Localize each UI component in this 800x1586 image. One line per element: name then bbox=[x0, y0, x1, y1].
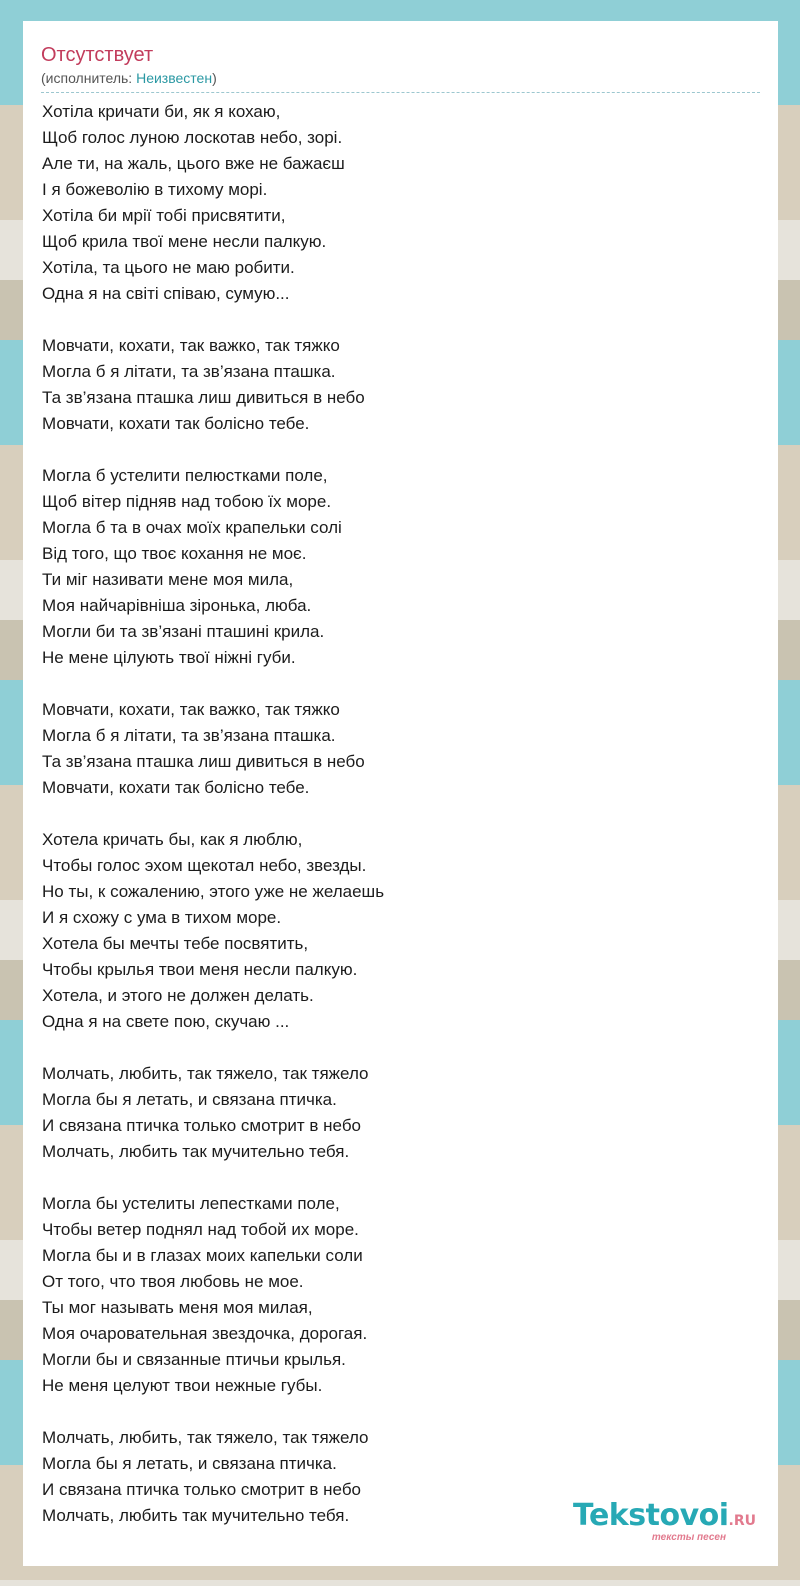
lyrics-line: Щоб голос луною лоскотав небо, зорі. bbox=[42, 128, 343, 147]
lyrics-line: Могла бы я летать, и связана птичка. bbox=[42, 1090, 337, 1109]
lyrics-stanza bbox=[42, 99, 760, 307]
lyrics-line: Не меня целуют твои нежные губы. bbox=[42, 1376, 323, 1395]
lyrics-line: Одна я на свете пою, скучаю ... bbox=[42, 1012, 290, 1031]
lyrics-line: От того, что твоя любовь не мое. bbox=[42, 1272, 304, 1291]
lyrics-line: Но ты, к сожалению, этого уже не желаешь bbox=[42, 882, 385, 901]
lyrics-line: Чтобы крылья твои меня несли палкую. bbox=[42, 960, 358, 979]
logo-tld: .RU bbox=[728, 1513, 756, 1529]
lyrics-line: Могли бы и связанные птичьи крылья. bbox=[42, 1350, 346, 1369]
lyrics-line: Хотела кричать бы, как я люблю, bbox=[42, 830, 303, 849]
lyrics-line: Молчать, любить, так тяжело, так тяжело bbox=[42, 1428, 369, 1447]
site-logo[interactable] bbox=[572, 1498, 756, 1543]
lyrics-line: Могла бы я летать, и связана птичка. bbox=[42, 1454, 337, 1473]
lyrics-line: Хотіла кричати би, як я кохаю, bbox=[42, 102, 281, 121]
lyrics-stanza bbox=[42, 697, 760, 801]
lyrics-line: Мовчати, кохати, так важко, так тяжко bbox=[42, 336, 340, 355]
lyrics-line: Мовчати, кохати так болісно тебе. bbox=[42, 414, 310, 433]
lyrics-stanza bbox=[42, 1061, 760, 1165]
logo-main-text: Tekstovoi bbox=[572, 1498, 729, 1533]
lyrics-line: Ти міг називати мене моя мила, bbox=[42, 570, 294, 589]
lyrics-line: И я схожу с ума в тихом море. bbox=[42, 908, 282, 927]
logo-tagline: тексты песен bbox=[651, 1532, 726, 1543]
lyrics-stanza bbox=[42, 463, 760, 671]
lyrics-line: Ты мог называть меня моя милая, bbox=[42, 1298, 313, 1317]
lyrics-line: Хотела, и этого не должен делать. bbox=[42, 986, 314, 1005]
lyrics-line: Могла б та в очах моїх крапельки солі bbox=[42, 518, 342, 537]
lyrics-line: Хотіла, та цього не маю робити. bbox=[42, 258, 295, 277]
lyrics-line: Мовчати, кохати так болісно тебе. bbox=[42, 778, 310, 797]
lyrics-line: Моя найчарівніша зіронька, люба. bbox=[42, 596, 312, 615]
artist-link[interactable]: Неизвестен bbox=[136, 70, 213, 86]
lyrics-text bbox=[41, 99, 760, 1529]
logo-wordmark bbox=[572, 1498, 756, 1536]
lyrics-line: Могли би та зв’язані пташині крила. bbox=[42, 622, 325, 641]
lyrics-line: Не мене цілують твої ніжні губи. bbox=[42, 648, 296, 667]
lyrics-line: Моя очаровательная звездочка, дорогая. bbox=[42, 1324, 368, 1343]
artist-suffix: ) bbox=[212, 70, 217, 86]
lyrics-line: І я божеволію в тихому морі. bbox=[42, 180, 268, 199]
lyrics-line: И связана птичка только смотрит в небо bbox=[42, 1116, 362, 1135]
lyrics-line: Чтобы голос эхом щекотал небо, звезды. bbox=[42, 856, 367, 875]
lyrics-line: Могла б я літати, та зв’язана пташка. bbox=[42, 362, 336, 381]
lyrics-line: Одна я на світі співаю, сумую... bbox=[42, 284, 290, 303]
lyrics-line: Молчать, любить так мучительно тебя. bbox=[42, 1142, 350, 1161]
lyrics-stanza bbox=[42, 333, 760, 437]
lyrics-line: Але ти, на жаль, цього вже не бажаєш bbox=[42, 154, 345, 173]
lyrics-line: Хотіла би мрії тобі присвятити, bbox=[42, 206, 286, 225]
lyrics-stanza bbox=[42, 827, 760, 1035]
lyrics-line: Чтобы ветер поднял над тобой их море. bbox=[42, 1220, 359, 1239]
lyrics-line: Могла б я літати, та зв’язана пташка. bbox=[42, 726, 336, 745]
lyrics-stanza bbox=[42, 1191, 760, 1399]
lyrics-line: Хотела бы мечты тебе посвятить, bbox=[42, 934, 309, 953]
lyrics-line: Мовчати, кохати, так важко, так тяжко bbox=[42, 700, 340, 719]
lyrics-line: Могла б устелити пелюстками поле, bbox=[42, 466, 328, 485]
lyrics-line: Та зв’язана пташка лиш дивиться в небо bbox=[42, 752, 365, 771]
lyrics-line: Щоб вітер підняв над тобою їх море. bbox=[42, 492, 332, 511]
lyrics-line: Та зв’язана пташка лиш дивиться в небо bbox=[42, 388, 365, 407]
song-title: Отсутствует bbox=[41, 44, 154, 66]
lyrics-line: Від того, що твоє кохання не моє. bbox=[42, 544, 307, 563]
artist-line bbox=[41, 69, 760, 93]
lyrics-line: Молчать, любить так мучительно тебя. bbox=[42, 1506, 350, 1525]
lyrics-card bbox=[23, 21, 778, 1566]
lyrics-line: Молчать, любить, так тяжело, так тяжело bbox=[42, 1064, 369, 1083]
artist-prefix: (исполнитель: bbox=[41, 70, 137, 86]
lyrics-line: Могла бы и в глазах моих капельки соли bbox=[42, 1246, 363, 1265]
lyrics-line: Могла бы устелиты лепестками поле, bbox=[42, 1194, 340, 1213]
lyrics-line: И связана птичка только смотрит в небо bbox=[42, 1480, 362, 1499]
lyrics-line: Щоб крила твої мене несли палкую. bbox=[42, 232, 327, 251]
